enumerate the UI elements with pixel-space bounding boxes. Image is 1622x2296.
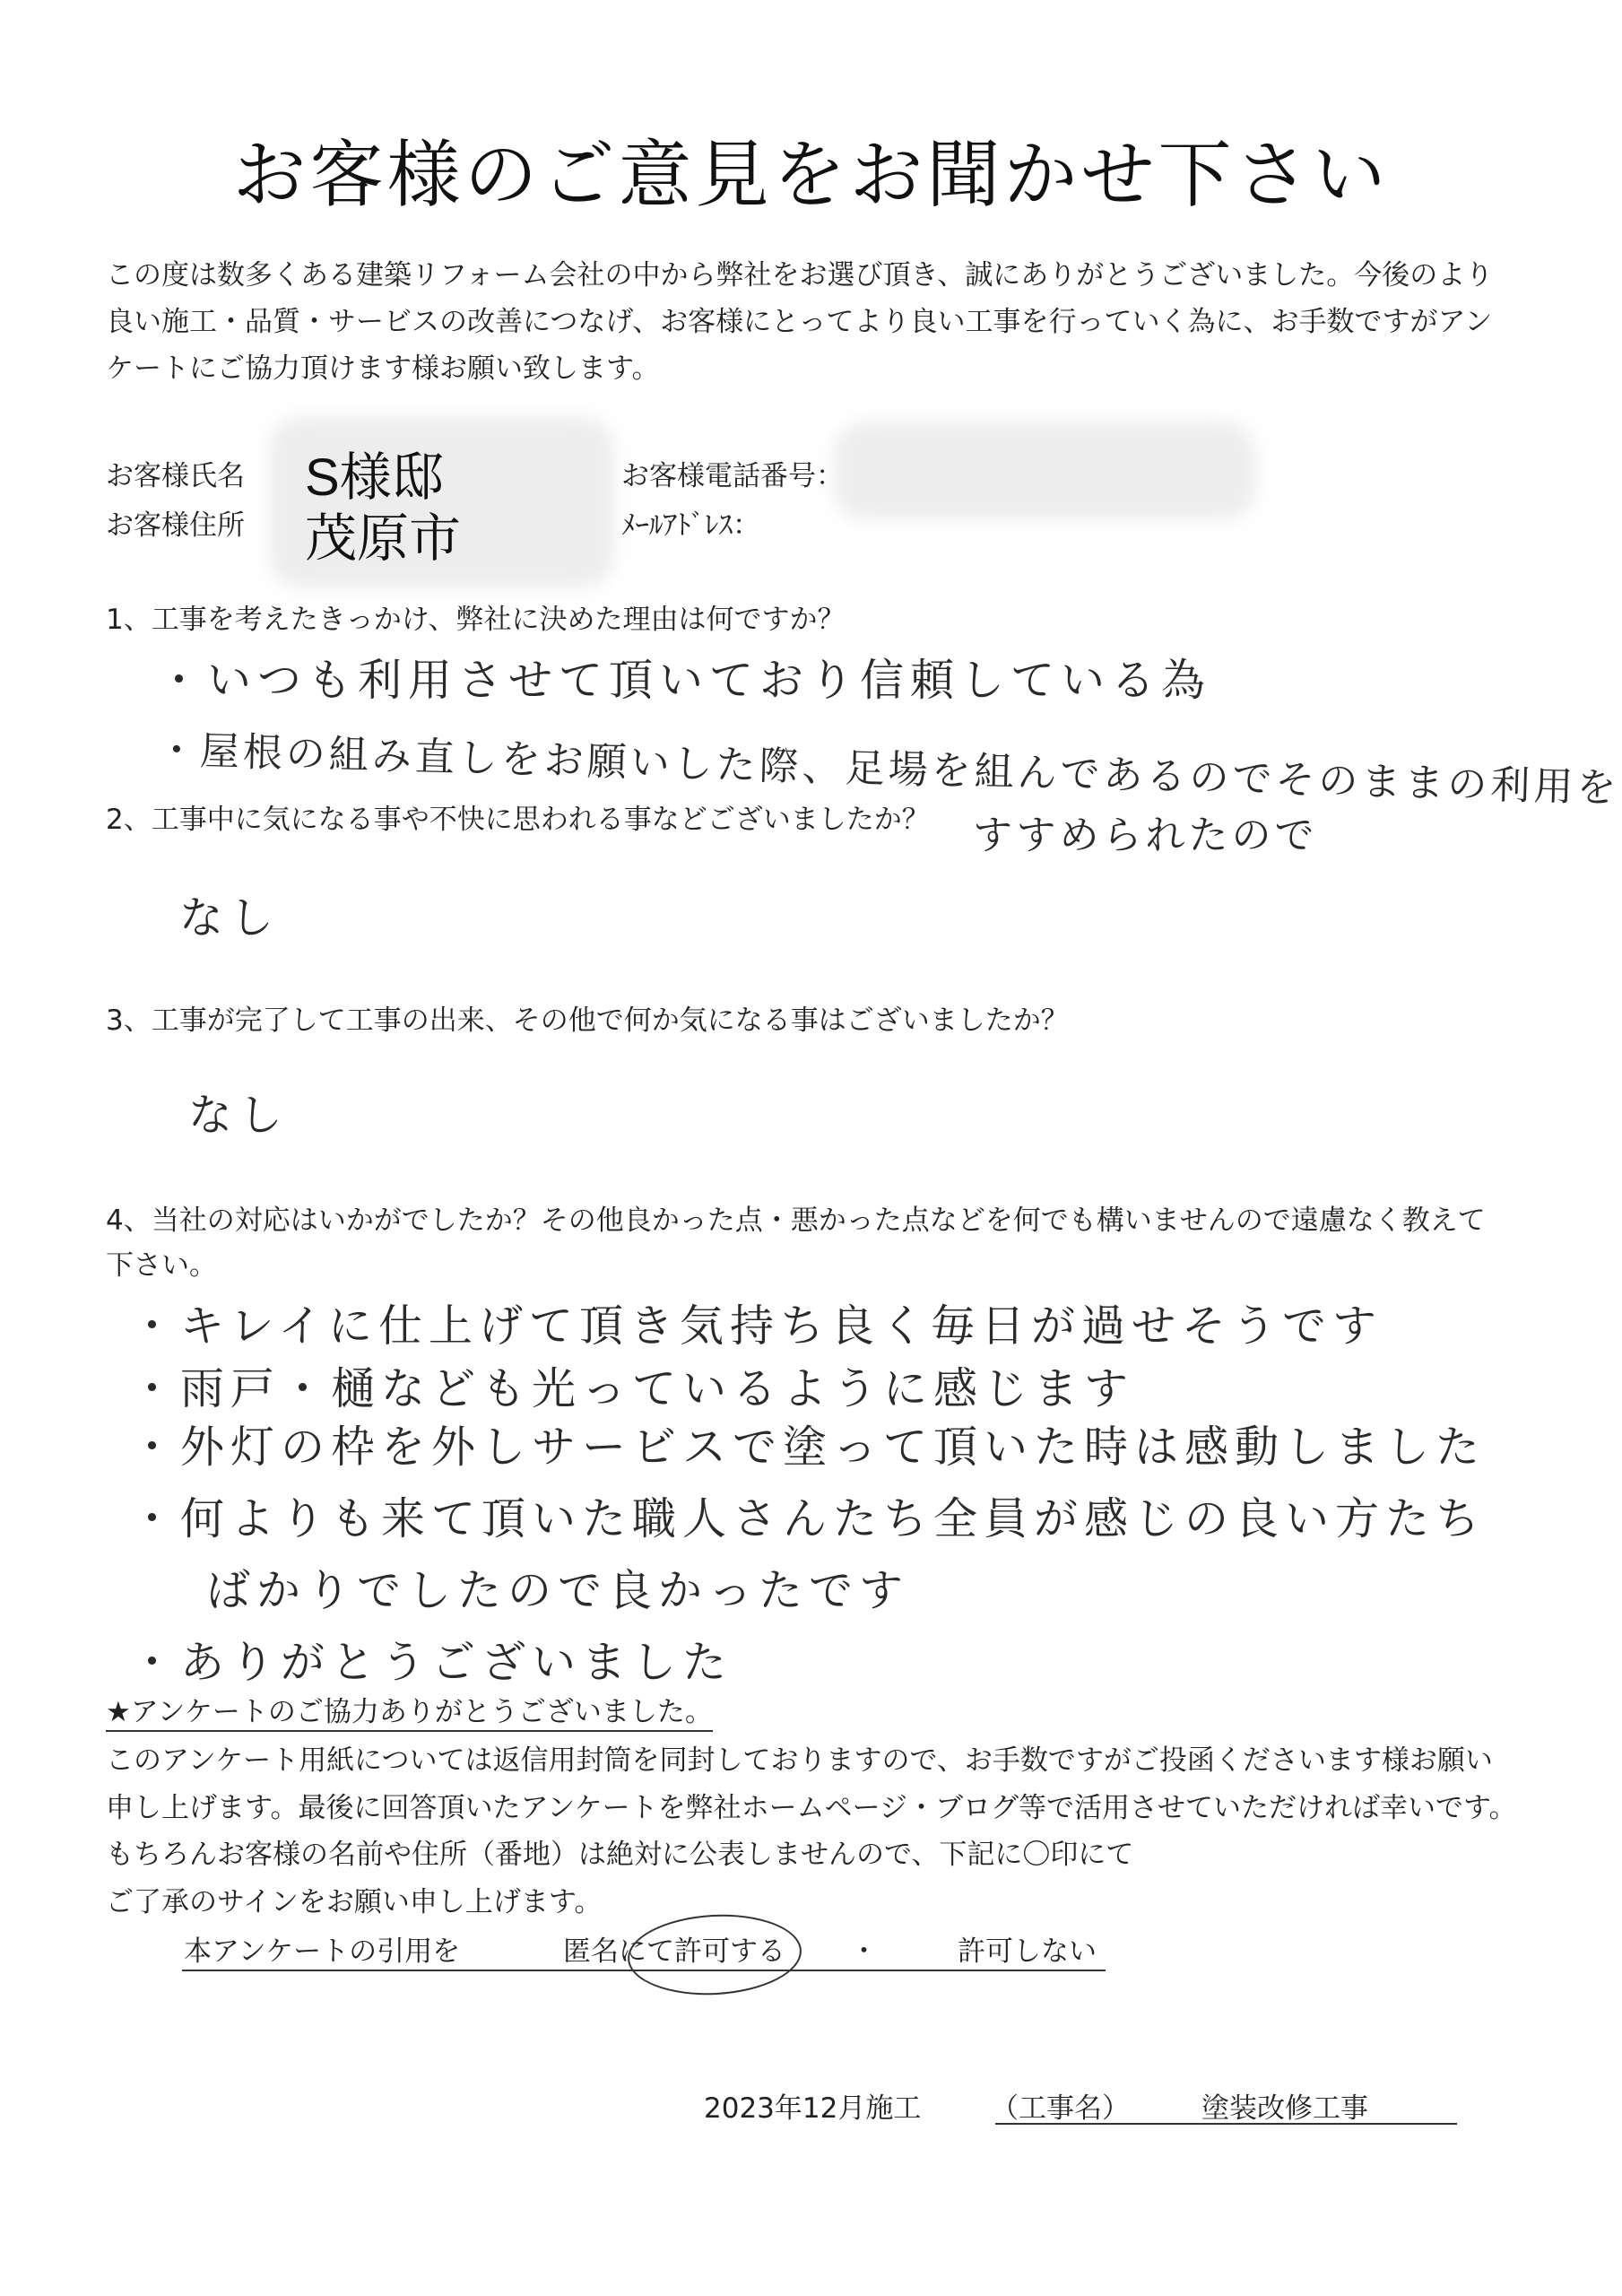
customer-email-label: ﾒｰﾙｱﾄﾞﾚｽ： — [621, 509, 760, 542]
footer-underline — [995, 2123, 1457, 2125]
notice-line-4: ご了承のサインをお願い申し上げます。 — [106, 1886, 603, 1918]
thanks-heading — [106, 1689, 713, 1729]
q2-answer: なし — [179, 892, 281, 944]
q1-answer-3: すすめられたので — [973, 813, 1318, 858]
consent-separator: ・ — [850, 1935, 878, 1968]
consent-selection-circle — [626, 1910, 803, 1999]
question-2: 2、工事中に気になる事や不快に思われる事などございましたか？ — [106, 804, 930, 836]
consent-option-deny[interactable]: 許可しない — [958, 1935, 1097, 1968]
page-title: お客様のご意見をお聞かせ下さい — [232, 133, 1390, 218]
redaction-blur-phone — [834, 422, 1255, 520]
consent-label: 本アンケートの引用を — [184, 1935, 461, 1968]
consent-option-allow[interactable]: 匿名にて許可する — [563, 1935, 785, 1968]
question-4-line-2: 下さい。 — [106, 1249, 217, 1282]
footer-work-label: （工事名） — [991, 2092, 1130, 2125]
q1-answer-2: ・屋根の組み直しをお願いした際、足場を組んであるのでそのままの利用を — [156, 727, 1620, 812]
q4-answer-1: ・キレイに仕上げて頂き気持ち良く毎日が過せそうです — [130, 1300, 1383, 1352]
notice-line-1: このアンケート用紙については返信用封筒を同封しておりますので、お手数ですがご投函くださいます様お願い — [106, 1744, 1493, 1777]
customer-address-label: お客様住所 — [106, 509, 245, 542]
q4-answer-6: ・ありがとうございました — [130, 1637, 733, 1688]
intro-line-2: 良い施工・品質・サービスの改善につなげ、お客様にとってより良い工事を行っていく為に、お手数ですがアン — [106, 306, 1493, 338]
customer-name-value: S様邸 — [305, 448, 444, 507]
q4-answer-5: ばかりでしたので良かったです — [206, 1565, 910, 1616]
q4-answer-3: ・外灯の枠を外しサービスで塗って頂いた時は感動しました — [130, 1422, 1487, 1473]
question-1: 1、工事を考えたきっかけ、弊社に決めた理由は何ですか？ — [106, 604, 846, 636]
footer-date: 2023年12月施工 — [704, 2092, 922, 2125]
q1-answer-1: ・いつも利用させて頂いており信頼している為 — [157, 655, 1212, 706]
customer-address-value: 茂原市 — [305, 509, 462, 568]
notice-line-3: もちろんお客様の名前や住所（番地）は絶対に公表しませんので、下記に〇印にて — [106, 1839, 1134, 1871]
intro-line-1: この度は数多くある建築リフォーム会社の中から弊社をお選び頂き、誠にありがとうございました。今後のより — [106, 259, 1494, 291]
footer-work-name: 塗装改修工事 — [1201, 2092, 1368, 2125]
intro-line-3: ケートにご協力頂けます様お願い致します。 — [106, 352, 660, 385]
q4-answer-4: ・何よりも来て頂いた職人さんたち全員が感じの良い方たち — [130, 1493, 1487, 1544]
customer-phone-label: お客様電話番号： — [621, 460, 844, 492]
question-3: 3、工事が完了して工事の出来、その他で何か気になる事はございましたか？ — [106, 1004, 1069, 1037]
customer-name-label: お客様氏名 — [106, 460, 245, 492]
question-4-line-1: 4、当社の対応はいかがでしたか？その他良かった点・悪かった点などを何でも構いませんので遠慮なく教えて — [106, 1205, 1486, 1237]
notice-line-2: 申し上げます。最後に回答頂いたアンケートを弊社ホームページ・ブログ等で活用させていただければ幸いです。 — [106, 1792, 1517, 1824]
q4-answer-2: ・雨戸・樋なども光っているように感じます — [130, 1363, 1135, 1414]
thanks-heading-text: ★アンケートのご協力ありがとうございました。 — [106, 1696, 713, 1732]
q3-answer: なし — [188, 1090, 290, 1141]
